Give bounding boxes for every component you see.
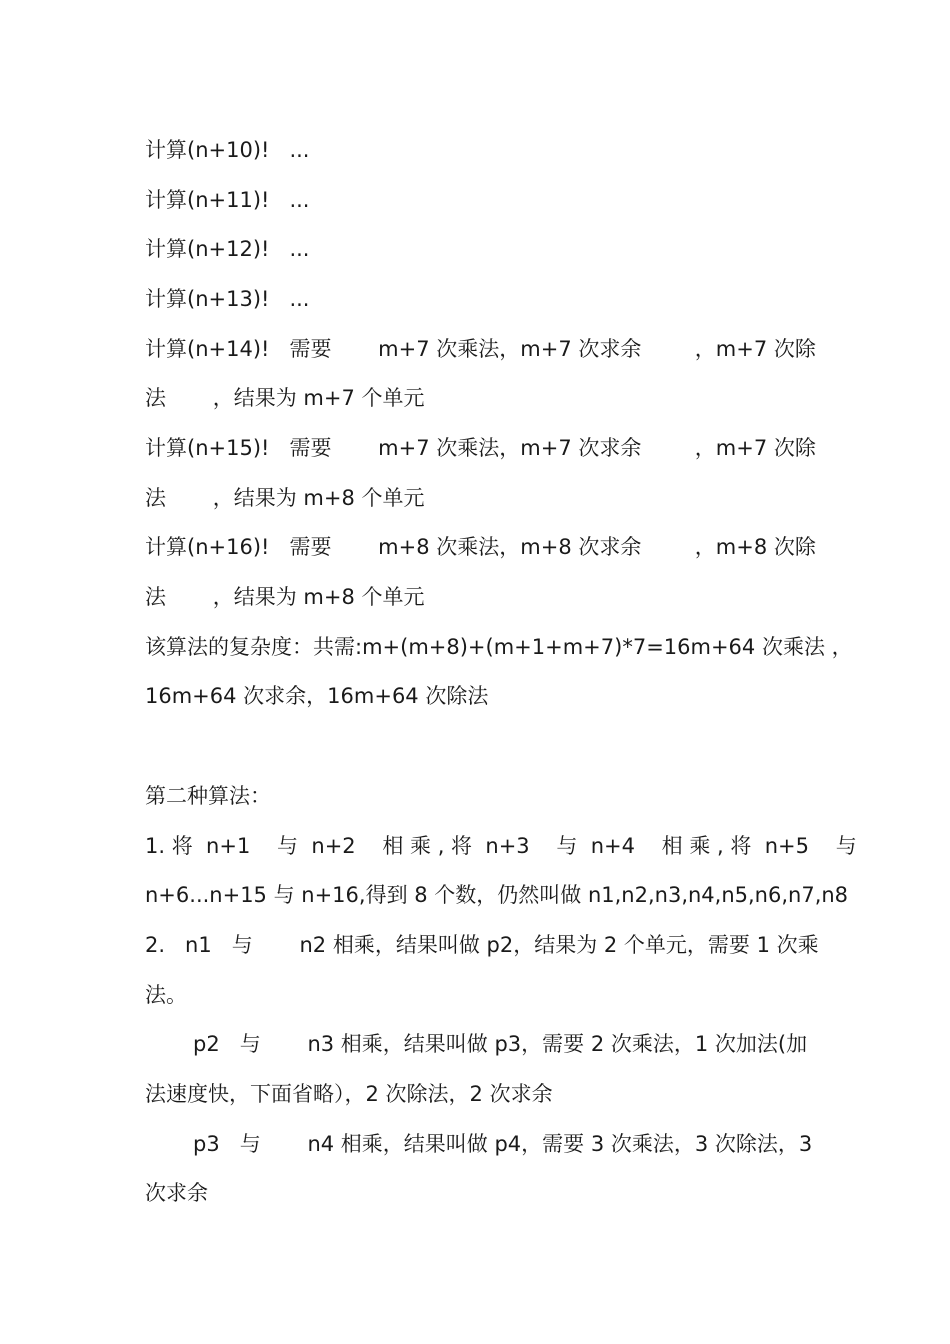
text-line: 2. n1 与 n2 相乘，结果叫做 p2，结果为 2 个单元，需要 1 次乘: [145, 933, 819, 957]
text-line: 法。: [145, 983, 187, 1007]
text-line: 16m+64 次求余，16m+64 次除法: [145, 684, 489, 708]
text-line: 1. 将 n+1 与 n+2 相 乘 , 将 n+3 与 n+4 相 乘 , 将 n+5 与: [145, 834, 857, 858]
text-line: 计算(n+16)! 需要 m+8 次乘法，m+8 次求余 ，m+8 次除: [145, 535, 816, 559]
text-line: 计算(n+13)! ...: [145, 287, 310, 311]
text-line: p2 与 n3 相乘，结果叫做 p3，需要 2 次乘法，1 次加法(加: [193, 1032, 808, 1056]
text-line: n+6...n+15 与 n+16,得到 8 个数，仍然叫做 n1,n2,n3,n4,n5,n6,n7,n8: [145, 883, 849, 907]
text-line: 法速度快，下面省略），2 次除法，2 次求余: [145, 1082, 553, 1106]
text-line: 该算法的复杂度：共需:m+(m+8)+(m+1+m+7)*7=16m+64 次乘法 ，: [145, 635, 853, 659]
text-line: 计算(n+10)! ...: [145, 138, 310, 162]
text-line: 计算(n+11)! ...: [145, 188, 310, 212]
text-line: 次求余: [145, 1181, 208, 1205]
text-line: 计算(n+12)! ...: [145, 237, 310, 261]
text-line: 法 ，结果为 m+8 个单元: [145, 585, 425, 609]
text-line: 法 ，结果为 m+7 个单元: [145, 386, 425, 410]
text-line: 计算(n+15)! 需要 m+7 次乘法，m+7 次求余 ，m+7 次除: [145, 436, 816, 460]
section-heading: 第二种算法：: [145, 784, 271, 808]
text-line: 法 ，结果为 m+8 个单元: [145, 486, 425, 510]
text-line: p3 与 n4 相乘，结果叫做 p4，需要 3 次乘法，3 次除法，3: [193, 1132, 813, 1156]
text-line: 计算(n+14)! 需要 m+7 次乘法，m+7 次求余 ，m+7 次除: [145, 337, 816, 361]
